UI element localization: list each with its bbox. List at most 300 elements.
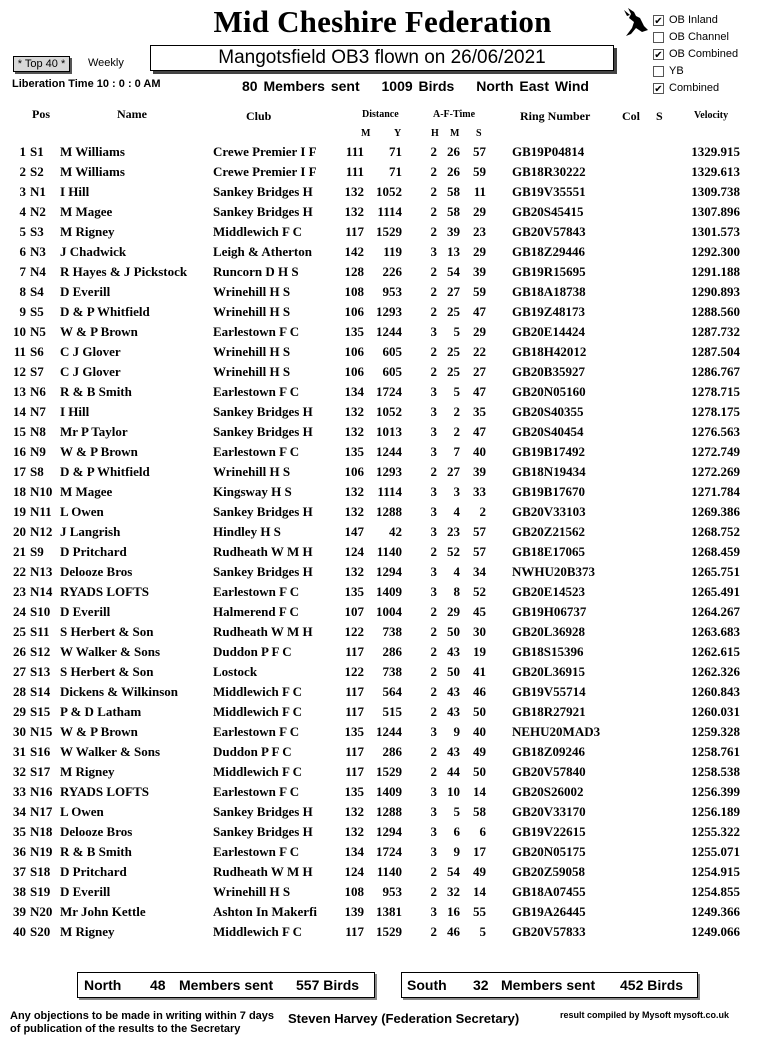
cell-name: M Williams xyxy=(60,144,125,159)
cell-ring: GB20Z21562 xyxy=(512,524,585,539)
cell-s: 5 xyxy=(479,924,486,939)
cell-m: 124 xyxy=(344,864,364,879)
table-row xyxy=(0,302,765,322)
cell-sec: S1 xyxy=(30,144,44,159)
cell-vel: 1272.269 xyxy=(691,464,740,479)
cell-mi: 6 xyxy=(453,824,460,839)
cell-s: 29 xyxy=(473,244,486,259)
cell-y: 1529 xyxy=(376,764,402,779)
cell-club: Crewe Premier I F xyxy=(213,164,317,179)
option-4[interactable] xyxy=(653,82,719,94)
header-hours: H xyxy=(431,128,439,139)
cell-sec: S3 xyxy=(30,224,44,239)
south-members-count: 32 xyxy=(473,977,489,993)
cell-ring: GB19A26445 xyxy=(512,904,586,919)
cell-pos: 3 xyxy=(19,184,26,199)
cell-vel: 1329.613 xyxy=(691,164,740,179)
cell-ring: GB20V57843 xyxy=(512,224,586,239)
cell-mi: 13 xyxy=(447,244,460,259)
cell-mi: 50 xyxy=(447,664,460,679)
cell-pos: 26 xyxy=(13,644,26,659)
cell-m: 135 xyxy=(344,324,364,339)
cell-vel: 1258.761 xyxy=(691,744,740,759)
cell-m: 134 xyxy=(344,384,364,399)
cell-ring: GB20N05160 xyxy=(512,384,586,399)
table-row xyxy=(0,382,765,402)
cell-club: Earlestown F C xyxy=(213,784,300,799)
cell-mi: 25 xyxy=(447,304,460,319)
cell-y: 1140 xyxy=(376,544,402,559)
cell-ring: GB20E14523 xyxy=(512,584,585,599)
cell-club: Wrinehill H S xyxy=(213,464,291,479)
cell-club: Hindley H S xyxy=(213,524,281,539)
cell-s: 14 xyxy=(473,884,486,899)
cell-pos: 9 xyxy=(19,304,26,319)
cell-ring: GB20V33103 xyxy=(512,504,586,519)
cell-ring: GB20L36915 xyxy=(512,664,585,679)
cell-ring: GB18S15396 xyxy=(512,644,584,659)
cell-m: 108 xyxy=(344,884,364,899)
cell-s: 50 xyxy=(473,764,486,779)
cell-y: 1381 xyxy=(376,904,402,919)
cell-sec: N14 xyxy=(30,584,53,599)
cell-vel: 1286.767 xyxy=(691,364,740,379)
cell-name: M Williams xyxy=(60,164,125,179)
cell-y: 1114 xyxy=(377,204,402,219)
cell-sec: S8 xyxy=(30,464,44,479)
cell-s: 14 xyxy=(473,784,486,799)
cell-club: Duddon P F C xyxy=(213,744,292,759)
page-title: Mid Cheshire Federation xyxy=(213,4,552,39)
cell-vel: 1290.893 xyxy=(691,284,740,299)
cell-club: Runcorn D H S xyxy=(213,264,299,279)
option-1[interactable] xyxy=(653,31,729,43)
cell-pos: 34 xyxy=(13,804,26,819)
cell-club: Earlestown F C xyxy=(213,584,300,599)
table-row xyxy=(0,722,765,742)
option-0[interactable] xyxy=(653,14,718,26)
weekly-label: Weekly xyxy=(88,57,124,69)
cell-pos: 27 xyxy=(13,664,26,679)
cell-y: 1140 xyxy=(376,864,402,879)
cell-y: 42 xyxy=(389,524,402,539)
cell-vel: 1259.328 xyxy=(691,724,740,739)
cell-s: 19 xyxy=(473,644,486,659)
cell-y: 564 xyxy=(382,684,402,699)
pigeon-logo-icon xyxy=(622,6,650,45)
cell-pos: 40 xyxy=(13,924,26,939)
table-row xyxy=(0,802,765,822)
table-row xyxy=(0,362,765,382)
cell-ring: GB18E17065 xyxy=(512,544,585,559)
table-row xyxy=(0,502,765,522)
compiled-by: result compiled by Mysoft mysoft.co.uk xyxy=(560,1010,730,1020)
cell-m: 132 xyxy=(344,504,364,519)
cell-vel: 1260.031 xyxy=(691,704,740,719)
cell-h: 2 xyxy=(430,364,437,379)
cell-h: 2 xyxy=(430,864,437,879)
cell-m: 117 xyxy=(345,744,364,759)
cell-name: M Rigney xyxy=(60,224,115,239)
cell-m: 117 xyxy=(345,684,364,699)
cell-m: 147 xyxy=(344,524,364,539)
cell-mi: 26 xyxy=(447,164,460,179)
cell-name: D & P Whitfield xyxy=(60,464,150,479)
cell-sec: N9 xyxy=(30,444,46,459)
south-members-label: Members sent xyxy=(501,977,596,993)
cell-m: 132 xyxy=(344,824,364,839)
cell-club: Earlestown F C xyxy=(213,384,300,399)
cell-m: 128 xyxy=(344,264,364,279)
cell-pos: 28 xyxy=(13,684,26,699)
cell-s: 57 xyxy=(473,144,486,159)
cell-pos: 4 xyxy=(19,204,26,219)
cell-s: 35 xyxy=(473,404,486,419)
cell-sec: N20 xyxy=(30,904,53,919)
cell-ring: GB20S45415 xyxy=(512,204,584,219)
cell-name: M Rigney xyxy=(60,924,115,939)
cell-ring: GB20V33170 xyxy=(512,804,586,819)
table-row xyxy=(0,322,765,342)
cell-h: 2 xyxy=(430,704,437,719)
cell-vel: 1309.738 xyxy=(691,184,740,199)
cell-h: 2 xyxy=(430,204,437,219)
cell-y: 738 xyxy=(382,624,402,639)
cell-pos: 36 xyxy=(13,844,26,859)
cell-pos: 23 xyxy=(13,584,26,599)
cell-mi: 23 xyxy=(447,524,460,539)
cell-pos: 37 xyxy=(13,864,26,879)
cell-mi: 43 xyxy=(447,644,460,659)
cell-name: Mr John Kettle xyxy=(60,904,146,919)
cell-sec: N11 xyxy=(30,504,52,519)
cell-mi: 10 xyxy=(447,784,460,799)
cell-vel: 1272.749 xyxy=(691,444,740,459)
cell-mi: 5 xyxy=(453,384,460,399)
cell-club: Earlestown F C xyxy=(213,724,300,739)
cell-name: D Pritchard xyxy=(60,864,127,879)
cell-sec: N18 xyxy=(30,824,53,839)
cell-sec: N13 xyxy=(30,564,53,579)
cell-name: J Chadwick xyxy=(60,244,127,259)
cell-ring: GB18A07455 xyxy=(512,884,586,899)
cell-club: Wrinehill H S xyxy=(213,304,291,319)
cell-h: 2 xyxy=(430,264,437,279)
table-row xyxy=(0,442,765,462)
cell-vel: 1258.538 xyxy=(691,764,740,779)
header-name: Name xyxy=(117,107,147,121)
cell-m: 132 xyxy=(344,204,364,219)
cell-m: 132 xyxy=(344,484,364,499)
cell-club: Middlewich F C xyxy=(213,684,303,699)
cell-club: Earlestown F C xyxy=(213,844,300,859)
cell-h: 3 xyxy=(430,384,437,399)
north-members-count: 48 xyxy=(150,977,166,993)
cell-name: Mr P Taylor xyxy=(60,424,128,439)
north-members-label: Members sent xyxy=(179,977,274,993)
cell-pos: 14 xyxy=(13,404,26,419)
cell-y: 1293 xyxy=(376,304,402,319)
cell-pos: 39 xyxy=(13,904,26,919)
cell-club: Kingsway H S xyxy=(213,484,292,499)
cell-club: Sankey Bridges H xyxy=(213,404,313,419)
cell-ring: GB20Z59058 xyxy=(512,864,585,879)
table-row xyxy=(0,222,765,242)
cell-name: W & P Brown xyxy=(60,724,138,739)
cell-ring: GB19V35551 xyxy=(512,184,586,199)
cell-sec: N7 xyxy=(30,404,46,419)
cell-club: Earlestown F C xyxy=(213,444,300,459)
cell-ring: NWHU20B373 xyxy=(512,564,596,579)
cell-name: L Owen xyxy=(60,804,104,819)
cell-y: 605 xyxy=(382,364,402,379)
cell-s: 29 xyxy=(473,324,486,339)
cell-m: 142 xyxy=(344,244,364,259)
cell-pos: 24 xyxy=(13,604,26,619)
cell-pos: 5 xyxy=(19,224,26,239)
cell-y: 119 xyxy=(383,244,402,259)
table-row xyxy=(0,462,765,482)
cell-s: 49 xyxy=(473,744,486,759)
cell-pos: 6 xyxy=(19,244,26,259)
cell-pos: 7 xyxy=(19,264,26,279)
cell-name: P & D Latham xyxy=(60,704,142,719)
cell-y: 1052 xyxy=(376,404,402,419)
cell-pos: 19 xyxy=(13,504,26,519)
cell-mi: 50 xyxy=(447,624,460,639)
cell-vel: 1288.560 xyxy=(691,304,740,319)
cell-y: 1052 xyxy=(376,184,402,199)
option-2[interactable] xyxy=(653,48,738,60)
cell-m: 117 xyxy=(345,704,364,719)
cell-y: 1013 xyxy=(376,424,402,439)
cell-mi: 4 xyxy=(453,504,460,519)
cell-sec: N4 xyxy=(30,264,46,279)
cell-sec: S11 xyxy=(30,624,50,639)
north-summary xyxy=(77,972,375,998)
cell-pos: 21 xyxy=(13,544,26,559)
cell-club: Middlewich F C xyxy=(213,764,303,779)
cell-h: 3 xyxy=(430,484,437,499)
cell-sec: N12 xyxy=(30,524,53,539)
cell-pos: 18 xyxy=(13,484,26,499)
cell-sec: S6 xyxy=(30,344,44,359)
cell-s: 50 xyxy=(473,704,486,719)
table-row xyxy=(0,142,765,162)
cell-mi: 39 xyxy=(447,224,460,239)
cell-mi: 44 xyxy=(447,764,460,779)
cell-club: Halmerend F C xyxy=(213,604,299,619)
cell-pos: 11 xyxy=(13,344,26,359)
cell-mi: 25 xyxy=(447,344,460,359)
cell-vel: 1264.267 xyxy=(691,604,740,619)
cell-vel: 1292.300 xyxy=(691,244,740,259)
header-s: S xyxy=(656,109,663,123)
option-checkbox[interactable]: ✔ xyxy=(654,49,663,61)
cell-mi: 54 xyxy=(447,864,460,879)
cell-name: RYADS LOFTS xyxy=(60,584,150,599)
cell-m: 108 xyxy=(344,284,364,299)
header-yards: Y xyxy=(394,128,402,139)
cell-mi: 5 xyxy=(453,324,460,339)
cell-ring: GB20N05175 xyxy=(512,844,586,859)
cell-mi: 32 xyxy=(447,884,460,899)
cell-ring: GB18Z29446 xyxy=(512,244,585,259)
cell-mi: 52 xyxy=(447,544,460,559)
cell-s: 55 xyxy=(473,904,486,919)
table-row xyxy=(0,842,765,862)
cell-m: 106 xyxy=(344,344,364,359)
cell-pos: 31 xyxy=(13,744,26,759)
cell-name: Delooze Bros xyxy=(60,824,133,839)
cell-name: J Langrish xyxy=(60,524,121,539)
option-label: Combined xyxy=(669,82,720,94)
cell-ring: GB18R30222 xyxy=(512,164,586,179)
cell-s: 39 xyxy=(473,464,486,479)
cell-name: D Everill xyxy=(60,604,111,619)
cell-h: 2 xyxy=(430,644,437,659)
cell-h: 2 xyxy=(430,764,437,779)
cell-club: Crewe Premier I F xyxy=(213,144,317,159)
cell-y: 71 xyxy=(389,164,402,179)
cell-sec: N3 xyxy=(30,244,46,259)
cell-s: 57 xyxy=(473,524,486,539)
cell-s: 47 xyxy=(473,384,486,399)
option-checkbox[interactable] xyxy=(653,66,664,77)
cell-s: 29 xyxy=(473,204,486,219)
cell-ring: GB18Z09246 xyxy=(512,744,585,759)
cell-m: 117 xyxy=(345,924,364,939)
cell-sec: S9 xyxy=(30,544,44,559)
cell-mi: 9 xyxy=(453,844,460,859)
top40-button[interactable]: * Top 40 * xyxy=(13,56,70,72)
cell-y: 1004 xyxy=(376,604,402,619)
table-row xyxy=(0,562,765,582)
cell-vel: 1278.175 xyxy=(691,404,740,419)
table-row xyxy=(0,202,765,222)
table-row xyxy=(0,862,765,882)
cell-h: 2 xyxy=(430,924,437,939)
cell-pos: 33 xyxy=(13,784,26,799)
cell-ring: GB20V57833 xyxy=(512,924,586,939)
cell-mi: 29 xyxy=(447,604,460,619)
cell-ring: GB19B17492 xyxy=(512,444,585,459)
cell-sec: S2 xyxy=(30,164,44,179)
table-row xyxy=(0,582,765,602)
cell-m: 132 xyxy=(344,184,364,199)
table-row xyxy=(0,542,765,562)
secretary-name: Steven Harvey (Federation Secretary) xyxy=(288,1011,520,1026)
cell-ring: GB19R15695 xyxy=(512,264,586,279)
option-checkbox[interactable]: ✔ xyxy=(654,83,663,95)
cell-sec: N16 xyxy=(30,784,53,799)
cell-m: 107 xyxy=(344,604,364,619)
cell-sec: S7 xyxy=(30,364,44,379)
header-minutes: M xyxy=(450,128,460,139)
cell-y: 1294 xyxy=(376,564,402,579)
option-3[interactable] xyxy=(653,65,684,77)
cell-m: 106 xyxy=(344,304,364,319)
table-row xyxy=(0,922,765,942)
table-row xyxy=(0,742,765,762)
cell-club: Rudheath W M H xyxy=(213,864,313,879)
cell-sec: S19 xyxy=(30,884,51,899)
cell-mi: 7 xyxy=(453,444,460,459)
cell-name: W Walker & Sons xyxy=(60,744,161,759)
cell-club: Sankey Bridges H xyxy=(213,184,313,199)
cell-sec: N5 xyxy=(30,324,46,339)
table-row xyxy=(0,902,765,922)
cell-y: 515 xyxy=(382,704,402,719)
cell-name: D Everill xyxy=(60,284,111,299)
table-row xyxy=(0,882,765,902)
cell-y: 1724 xyxy=(376,844,402,859)
cell-y: 1288 xyxy=(376,504,402,519)
cell-h: 3 xyxy=(430,904,437,919)
option-label: YB xyxy=(669,65,684,77)
cell-h: 2 xyxy=(430,684,437,699)
cell-vel: 1268.752 xyxy=(691,524,740,539)
cell-ring: GB20B35927 xyxy=(512,364,585,379)
cell-ring: GB18A18738 xyxy=(512,284,586,299)
cell-y: 1724 xyxy=(376,384,402,399)
header-ring: Ring Number xyxy=(520,109,591,123)
cell-ring: GB19V55714 xyxy=(512,684,586,699)
cell-h: 2 xyxy=(430,544,437,559)
cell-h: 3 xyxy=(430,524,437,539)
cell-pos: 10 xyxy=(13,324,26,339)
cell-h: 2 xyxy=(430,144,437,159)
cell-mi: 16 xyxy=(447,904,460,919)
cell-h: 3 xyxy=(430,564,437,579)
option-checkbox[interactable] xyxy=(653,32,664,43)
cell-y: 1529 xyxy=(376,224,402,239)
cell-club: Sankey Bridges H xyxy=(213,804,313,819)
cell-ring: GB19P04814 xyxy=(512,144,585,159)
cell-h: 2 xyxy=(430,744,437,759)
cell-sec: S16 xyxy=(30,744,51,759)
cell-club: Wrinehill H S xyxy=(213,344,291,359)
cell-s: 41 xyxy=(473,664,486,679)
header-club: Club xyxy=(246,109,272,123)
cell-mi: 54 xyxy=(447,264,460,279)
cell-vel: 1287.732 xyxy=(691,324,740,339)
cell-sec: S10 xyxy=(30,604,51,619)
cell-vel: 1255.322 xyxy=(691,824,740,839)
cell-s: 22 xyxy=(473,344,486,359)
cell-name: D Everill xyxy=(60,884,111,899)
cell-vel: 1291.188 xyxy=(691,264,740,279)
table-row xyxy=(0,822,765,842)
cell-m: 132 xyxy=(344,804,364,819)
option-checkbox[interactable]: ✔ xyxy=(654,15,663,27)
south-label: South xyxy=(407,977,447,993)
table-row xyxy=(0,662,765,682)
cell-sec: N19 xyxy=(30,844,53,859)
cell-pos: 30 xyxy=(13,724,26,739)
cell-y: 1288 xyxy=(376,804,402,819)
cell-name: M Magee xyxy=(60,484,113,499)
cell-h: 3 xyxy=(430,784,437,799)
cell-y: 1244 xyxy=(376,724,402,739)
cell-name: W & P Brown xyxy=(60,324,138,339)
header-col: Col xyxy=(622,109,640,123)
table-row xyxy=(0,342,765,362)
cell-pos: 20 xyxy=(13,524,26,539)
cell-m: 122 xyxy=(344,624,364,639)
cell-h: 3 xyxy=(430,724,437,739)
table-row xyxy=(0,422,765,442)
